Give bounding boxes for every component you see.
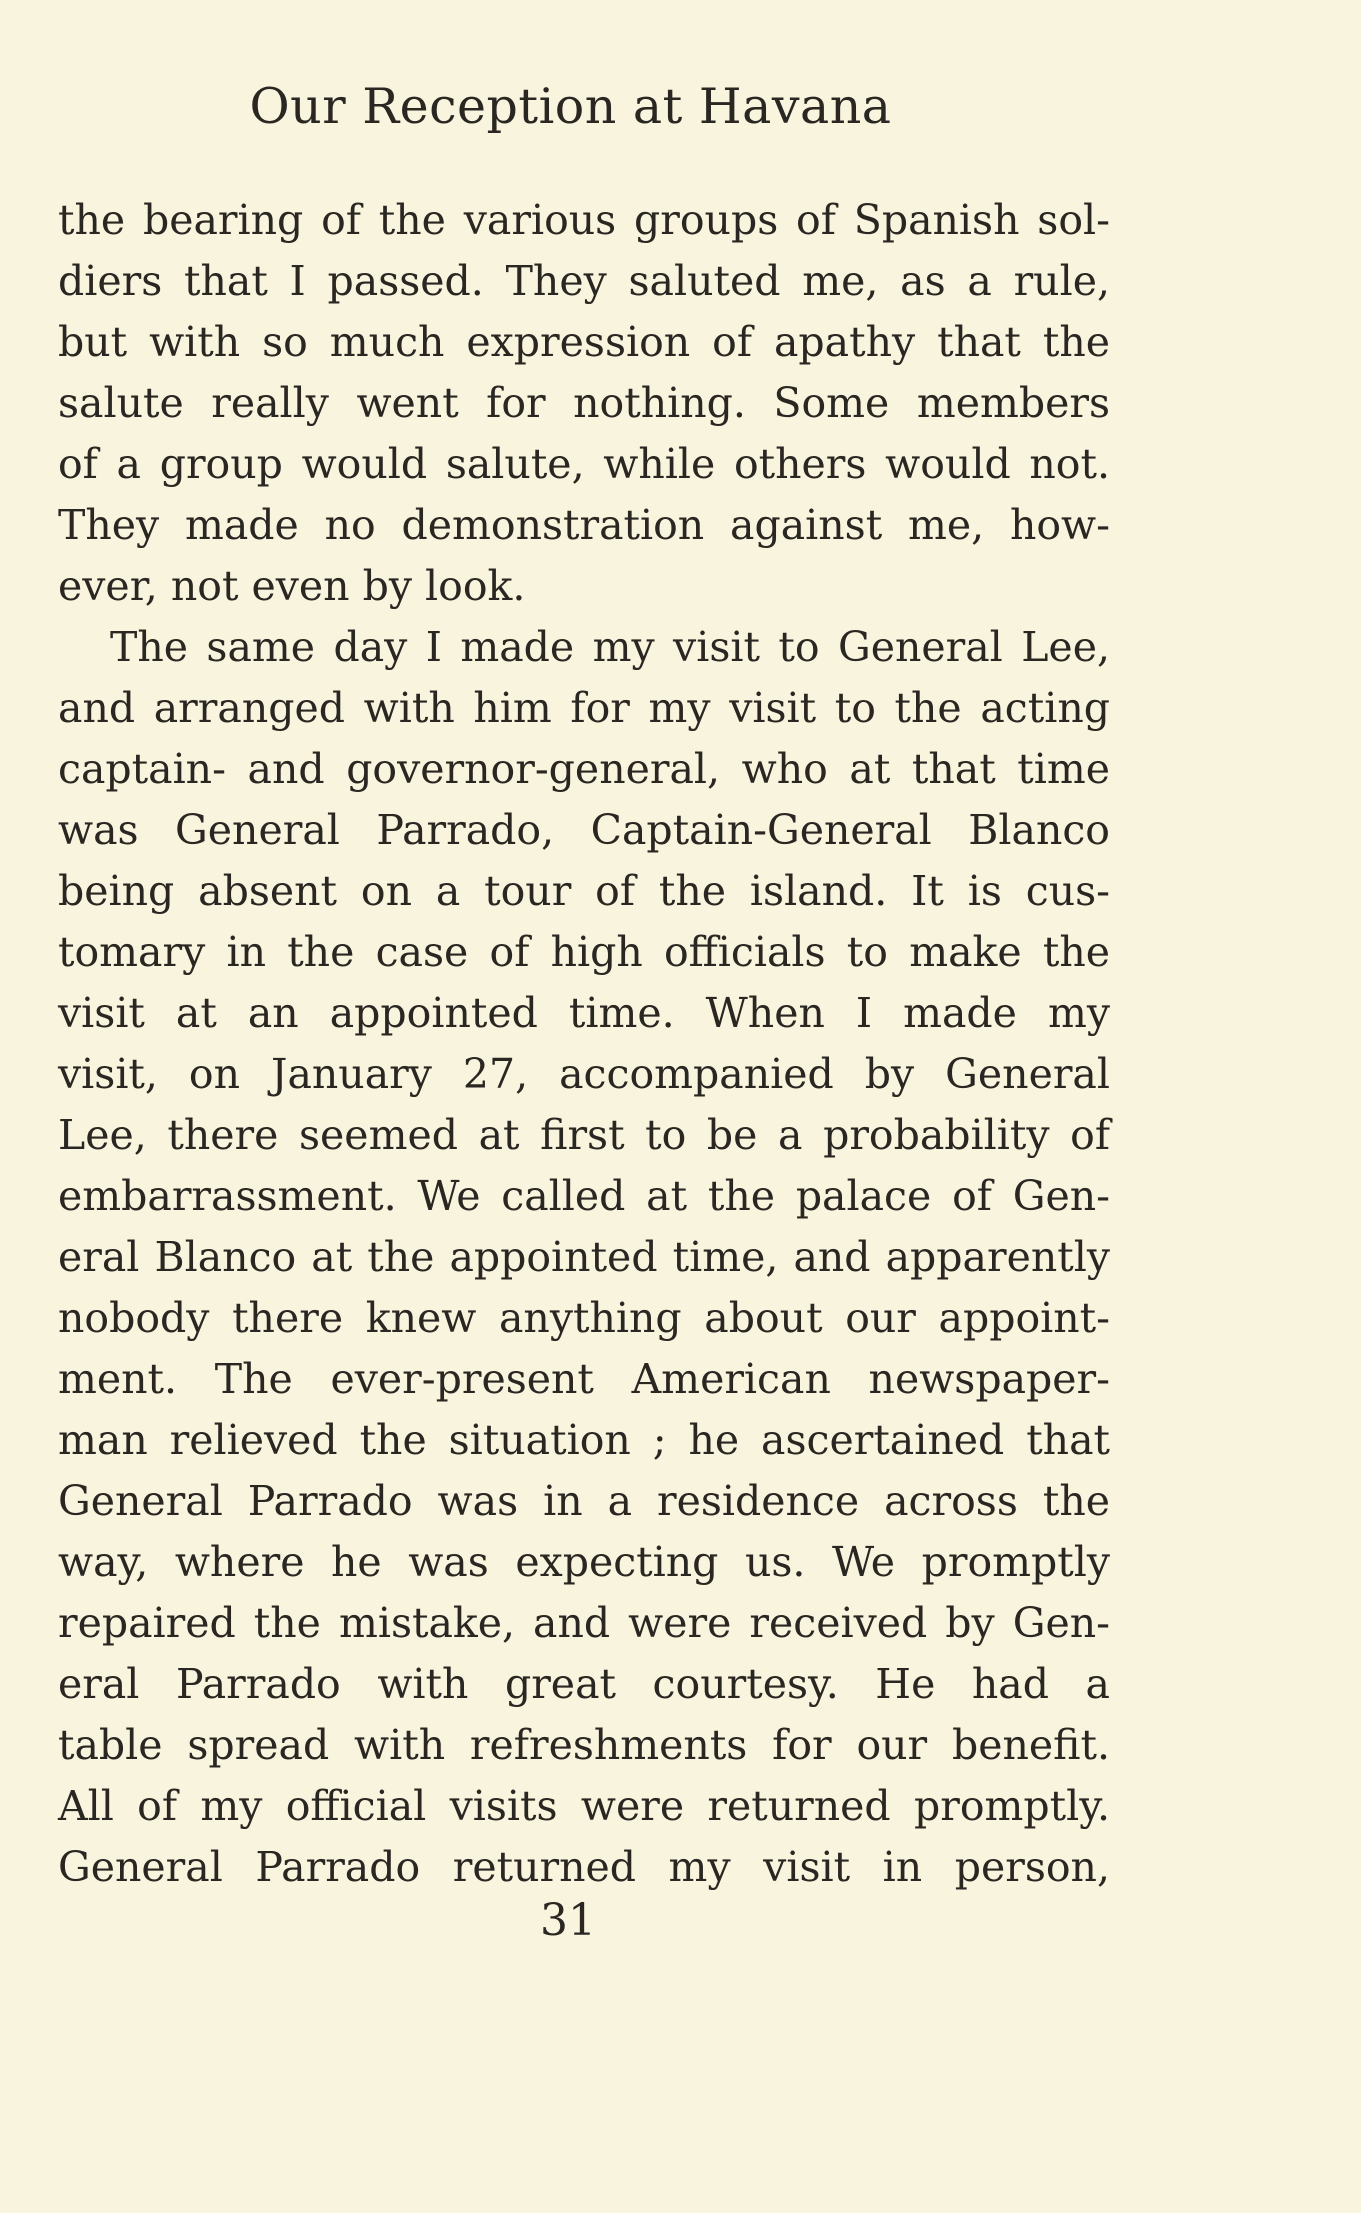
text-line: salute really went for nothing. Some members [58, 379, 1110, 427]
text-line: of a group would salute, while others would not. [58, 440, 1110, 488]
text-line: ever, not even by look. [58, 562, 526, 610]
text-line: eral Blanco at the appointed time, and apparently [58, 1233, 1110, 1281]
text-line: embarrassment. We called at the palace of Gen- [58, 1172, 1110, 1220]
body-text [58, 190, 1110, 1898]
text-line: All of my official visits were returned promptly. [58, 1782, 1110, 1830]
running-head-text: Our Reception at Havana [249, 78, 892, 135]
running-head [0, 78, 1361, 135]
text-line: man relieved the situation ; he ascertained that [58, 1416, 1110, 1464]
text-line: General Parrado was in a residence across the [58, 1477, 1110, 1525]
text-line: way, where he was expecting us. We promptly [58, 1538, 1110, 1586]
text-line: diers that I passed. They saluted me, as a rule, [58, 257, 1110, 305]
text-line: visit at an appointed time. When I made my [58, 989, 1110, 1037]
text-line: Lee, there seemed at first to be a probability of [58, 1111, 1110, 1159]
text-line: was General Parrado, Captain-General Blanco [58, 806, 1110, 854]
text-line: They made no demonstration against me, how- [58, 501, 1110, 549]
text-line: ment. The ever-present American newspaper- [58, 1355, 1110, 1403]
text-line: table spread with refreshments for our benefit. [58, 1721, 1110, 1769]
text-line: but with so much expression of apathy that the [58, 318, 1110, 366]
text-line: visit, on January 27, accompanied by General [58, 1050, 1110, 1098]
text-line: General Parrado returned my visit in person, [58, 1843, 1110, 1891]
page-number: 31 [540, 1895, 596, 1946]
text-line: eral Parrado with great courtesy. He had a [58, 1660, 1110, 1708]
text-line: repaired the mistake, and were received by Gen- [58, 1599, 1110, 1647]
text-line: captain- and governor-general, who at that time [58, 745, 1110, 793]
text-line: tomary in the case of high officials to make the [58, 928, 1110, 976]
text-line: The same day I made my visit to General Lee, [110, 623, 1110, 671]
text-line: the bearing of the various groups of Spanish sol- [58, 196, 1110, 244]
text-line: nobody there knew anything about our appoint- [58, 1294, 1110, 1342]
text-line: and arranged with him for my visit to the acting [58, 684, 1110, 732]
text-line: being absent on a tour of the island. It is cus- [58, 867, 1110, 915]
